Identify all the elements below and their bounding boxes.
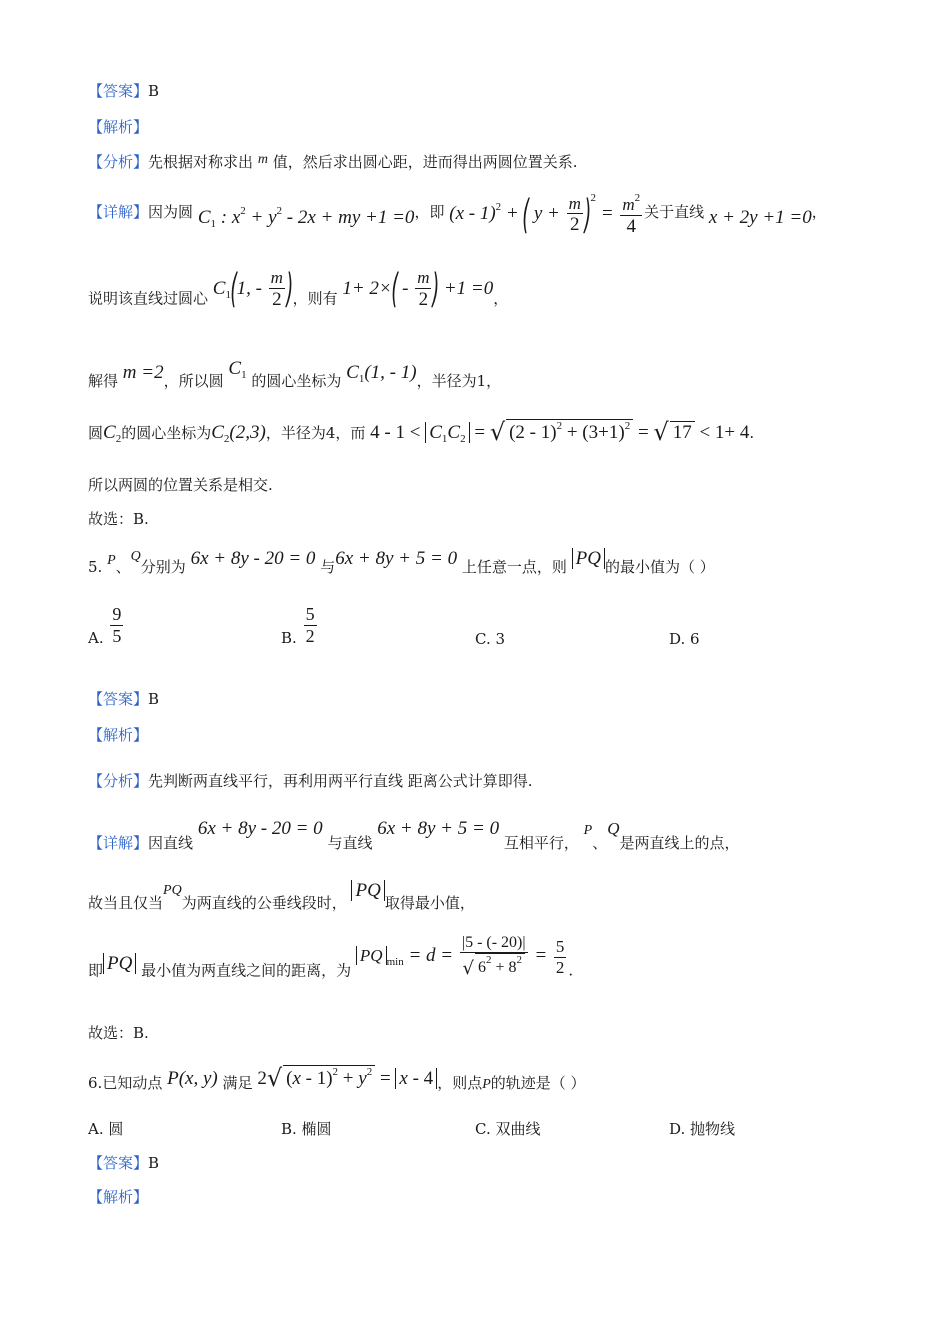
detail-line-2-q5: 故当且仅当PQ为两直线的公垂线段时， PQ取得最小值， (88, 880, 475, 912)
option-c[interactable]: C. 3 (475, 630, 506, 648)
option-d[interactable]: D. 6 (669, 630, 700, 648)
analysis-tag: 【解析】 (88, 118, 149, 136)
question-6: 6.已知动点 P(x, y) 满足 2√ $(x - 1)^2 + y^2 = x - 4$ ，则点P的轨迹是（ ） (88, 1064, 586, 1092)
center-c1: $C_1(1$, - $\frac{m}{2}$ ) (212, 266, 294, 313)
analysis-tag-q5: 【解析】 (88, 726, 149, 744)
line-1-equation: 6x + 8y - 20 = 0 (190, 548, 316, 569)
line-2-equation: 6x + 8y + 5 = 0 (335, 548, 458, 569)
choice-line: 故选：B. (88, 510, 149, 528)
substitution-equation: 1+ 2×( - $\frac{m}{2}$ ) +1 =0 (342, 266, 494, 313)
fenxi-line-q5: 【分析】先判断两直线平行，再利用两平行直线 距离公式计算即得. (88, 772, 533, 790)
answer-line (88, 82, 159, 100)
min-distance-formula: PQ $_{min}$ = d = $\frac{|5 - (- 20)|}{√ 6^2 + 8^2}$ = $\frac{5}{2}$ (356, 945, 569, 966)
option-c[interactable]: C. 双曲线 (475, 1120, 541, 1138)
option-d[interactable]: D. 抛物线 (669, 1120, 736, 1138)
fenxi-tag: 【分析】 (88, 153, 149, 171)
choice-line-q5: 故选：B. (88, 1024, 149, 1042)
pq-abs: PQ (572, 548, 605, 569)
question-number: 5. (88, 558, 103, 576)
fenxi-line: 【分析】先根据对称求出 m 值，然后求出圆心距，进而得出两圆位置关系. (88, 152, 578, 171)
detail-tag: 【详解】 (88, 203, 149, 222)
option-a[interactable]: A. $\frac{9}{5}$ (88, 604, 122, 648)
answer-tag: 【答案】 (88, 82, 149, 100)
detail-line-1-q5: 【详解】因直线 6x + 8y - 20 = 0 与直线 6x + 8y + 5 = 0 互相平行， P、Q是两直线上的点， (88, 818, 740, 852)
option-a[interactable]: A. 圆 (88, 1120, 124, 1138)
detail-line-3: 解得 m =2，所以圆 $C_1$ 的圆心坐标为 $C_1(1$, - 1)，半径为1， (88, 358, 502, 390)
answer-line-q5: 【答案】B (88, 690, 160, 708)
circle-c1-equation: $C_1$ : $x^2 + y^2 - 2x$ + my +1 =0 (197, 205, 415, 231)
answer-value: B (148, 82, 160, 100)
detail-line-4: 圆$C_2$的圆心坐标为$C_2(2,3)$，半径为4，而 $4 - 1 < C_1C_2$ = √ $(2 - 1)^2 + (3+1)^2$ = √ 17 < 1+ 4. (88, 418, 755, 446)
analysis-tag-q6: 【解析】 (88, 1188, 149, 1206)
detail-line-1: 【详解】因为圆 $C_1$ : $x^2 + y^2 - 2x$ + my +1 =0，即 (x - 1)$^2$ + ( y + $\frac{m}{2}$ )$^2$ = $\frac{m^2}{4}$ 关于直线 x + 2y +1 =0， (88, 191, 827, 238)
detail-line-2: 说明该直线过圆心 $C_1(1$, - $\frac{m}{2}$ )，则有 1+ 2×( - $\frac{m}{2}$ ) +1 =0， (88, 266, 509, 313)
answer-line-q6: 【答案】B (88, 1154, 160, 1172)
center-distance-inequality: $4 - 1 < C_1C_2$ = √ $(2 - 1)^2 + (3+1)^2$ = √ 17 < 1+ 4 (370, 418, 750, 446)
point-p: P(x, y) (167, 1068, 218, 1089)
option-b[interactable]: B. 椭圆 (281, 1120, 332, 1138)
detail-line-3-q5: 即 PQ 最小值为两直线之间的距离，为 PQ $_{min}$ = d = $\frac{|5 - (- 20)|}{√ 6^2 + 8^2}$ = $\frac{5}{2}$ . (88, 934, 574, 980)
conclusion-line: 所以两圆的位置关系是相交. (88, 476, 273, 494)
m-value: m =2 (122, 362, 164, 383)
center-c2-coord: $C_2(2,3)$ (211, 422, 266, 445)
option-b[interactable]: B. $\frac{5}{2}$ (281, 604, 315, 648)
center-c1-coord: $C_1(1$, - 1) (346, 362, 417, 385)
question-5: 5. P、Q分别为 6x + 8y - 20 = 0 与6x + 8y + 5 = 0 上任意一点，则 PQ 的最小值为（ ） (88, 548, 715, 576)
symmetry-line-equation: x + 2y +1 =0 (708, 207, 812, 229)
circle-c1-standard-form: (x - 1)$^2$ + ( y + $\frac{m}{2}$ )$^2$ = $\frac{m^2}{4}$ (449, 191, 641, 238)
question-number: 6. (88, 1074, 103, 1092)
locus-equation: 2√ $(x - 1)^2 + y^2 = x - 4$ (257, 1068, 437, 1089)
